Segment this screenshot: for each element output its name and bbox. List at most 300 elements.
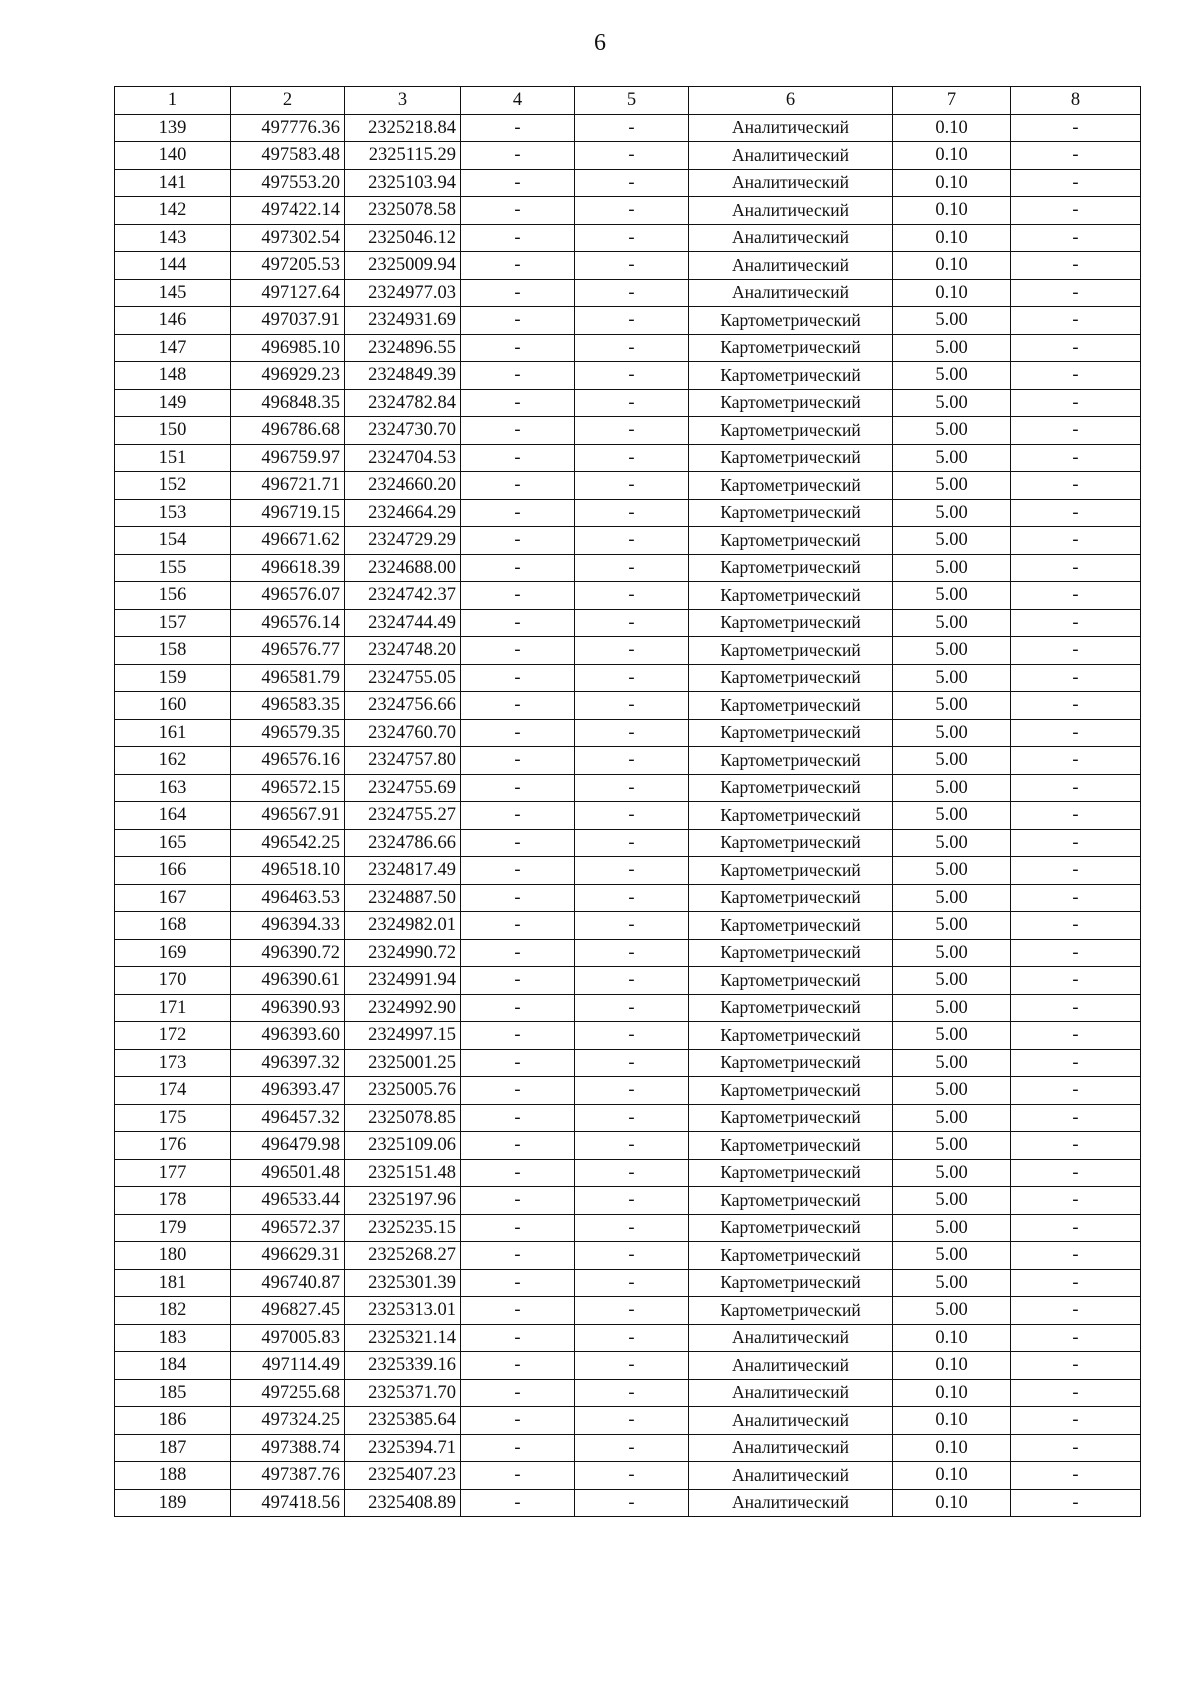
method-cell: Картометрический (689, 362, 893, 390)
column-5-cell: - (575, 527, 689, 555)
method-cell: Аналитический (689, 169, 893, 197)
y-coordinate-cell: 2324755.05 (345, 664, 461, 692)
column-8-cell: - (1011, 609, 1141, 637)
method-cell: Картометрический (689, 967, 893, 995)
column-8-cell: - (1011, 1159, 1141, 1187)
column-header: 1 (115, 87, 231, 115)
column-5-cell: - (575, 1242, 689, 1270)
table-row (115, 334, 1141, 362)
column-header: 7 (893, 87, 1011, 115)
table-row (115, 1489, 1141, 1517)
accuracy-cell: 5.00 (893, 389, 1011, 417)
column-8-cell: - (1011, 554, 1141, 582)
point-number-cell: 171 (115, 994, 231, 1022)
x-coordinate-cell: 496719.15 (231, 499, 345, 527)
method-cell: Аналитический (689, 114, 893, 142)
method-cell: Аналитический (689, 142, 893, 170)
method-cell: Картометрический (689, 939, 893, 967)
method-cell: Картометрический (689, 719, 893, 747)
method-cell: Картометрический (689, 994, 893, 1022)
column-5-cell: - (575, 307, 689, 335)
y-coordinate-cell: 2325408.89 (345, 1489, 461, 1517)
accuracy-cell: 5.00 (893, 719, 1011, 747)
table-row (115, 1462, 1141, 1490)
y-coordinate-cell: 2324992.90 (345, 994, 461, 1022)
column-4-cell: - (461, 609, 575, 637)
y-coordinate-cell: 2324704.53 (345, 444, 461, 472)
column-4-cell: - (461, 472, 575, 500)
y-coordinate-cell: 2325009.94 (345, 252, 461, 280)
column-5-cell: - (575, 1077, 689, 1105)
accuracy-cell: 0.10 (893, 1379, 1011, 1407)
column-8-cell: - (1011, 114, 1141, 142)
column-5-cell: - (575, 912, 689, 940)
column-8-cell: - (1011, 829, 1141, 857)
y-coordinate-cell: 2325371.70 (345, 1379, 461, 1407)
column-4-cell: - (461, 1242, 575, 1270)
table-row (115, 582, 1141, 610)
table-row (115, 417, 1141, 445)
column-8-cell: - (1011, 747, 1141, 775)
x-coordinate-cell: 496579.35 (231, 719, 345, 747)
table-row (115, 692, 1141, 720)
x-coordinate-cell: 496581.79 (231, 664, 345, 692)
table-row (115, 609, 1141, 637)
x-coordinate-cell: 496576.07 (231, 582, 345, 610)
method-cell: Картометрический (689, 1077, 893, 1105)
accuracy-cell: 5.00 (893, 1104, 1011, 1132)
x-coordinate-cell: 497005.83 (231, 1324, 345, 1352)
method-cell: Картометрический (689, 692, 893, 720)
accuracy-cell: 5.00 (893, 912, 1011, 940)
method-cell: Картометрический (689, 307, 893, 335)
column-5-cell: - (575, 389, 689, 417)
column-4-cell: - (461, 1352, 575, 1380)
column-5-cell: - (575, 1462, 689, 1490)
table-row (115, 912, 1141, 940)
accuracy-cell: 5.00 (893, 1022, 1011, 1050)
y-coordinate-cell: 2324977.03 (345, 279, 461, 307)
column-5-cell: - (575, 1022, 689, 1050)
column-5-cell: - (575, 1187, 689, 1215)
column-5-cell: - (575, 967, 689, 995)
accuracy-cell: 0.10 (893, 197, 1011, 225)
table-row (115, 884, 1141, 912)
column-4-cell: - (461, 774, 575, 802)
x-coordinate-cell: 496786.68 (231, 417, 345, 445)
table-row (115, 389, 1141, 417)
method-cell: Картометрический (689, 774, 893, 802)
column-4-cell: - (461, 444, 575, 472)
column-4-cell: - (461, 1269, 575, 1297)
y-coordinate-cell: 2325268.27 (345, 1242, 461, 1270)
column-5-cell: - (575, 829, 689, 857)
column-5-cell: - (575, 334, 689, 362)
column-5-cell: - (575, 802, 689, 830)
column-4-cell: - (461, 1159, 575, 1187)
method-cell: Аналитический (689, 197, 893, 225)
x-coordinate-cell: 497037.91 (231, 307, 345, 335)
table-row (115, 527, 1141, 555)
column-4-cell: - (461, 829, 575, 857)
column-5-cell: - (575, 1489, 689, 1517)
column-4-cell: - (461, 114, 575, 142)
point-number-cell: 139 (115, 114, 231, 142)
x-coordinate-cell: 496390.93 (231, 994, 345, 1022)
x-coordinate-cell: 496390.72 (231, 939, 345, 967)
accuracy-cell: 5.00 (893, 1049, 1011, 1077)
table-row (115, 1324, 1141, 1352)
column-8-cell: - (1011, 1022, 1141, 1050)
y-coordinate-cell: 2325103.94 (345, 169, 461, 197)
column-5-cell: - (575, 1407, 689, 1435)
column-4-cell: - (461, 417, 575, 445)
column-header: 5 (575, 87, 689, 115)
accuracy-cell: 5.00 (893, 499, 1011, 527)
column-4-cell: - (461, 802, 575, 830)
table-row (115, 1159, 1141, 1187)
column-8-cell: - (1011, 1462, 1141, 1490)
x-coordinate-cell: 496457.32 (231, 1104, 345, 1132)
y-coordinate-cell: 2324990.72 (345, 939, 461, 967)
column-8-cell: - (1011, 142, 1141, 170)
point-number-cell: 144 (115, 252, 231, 280)
accuracy-cell: 0.10 (893, 279, 1011, 307)
table-row (115, 1379, 1141, 1407)
column-4-cell: - (461, 747, 575, 775)
method-cell: Картометрический (689, 499, 893, 527)
column-8-cell: - (1011, 252, 1141, 280)
accuracy-cell: 5.00 (893, 857, 1011, 885)
column-5-cell: - (575, 637, 689, 665)
x-coordinate-cell: 496390.61 (231, 967, 345, 995)
column-8-cell: - (1011, 389, 1141, 417)
column-8-cell: - (1011, 417, 1141, 445)
x-coordinate-cell: 497302.54 (231, 224, 345, 252)
column-4-cell: - (461, 362, 575, 390)
method-cell: Аналитический (689, 224, 893, 252)
column-5-cell: - (575, 1159, 689, 1187)
y-coordinate-cell: 2324757.80 (345, 747, 461, 775)
column-4-cell: - (461, 1049, 575, 1077)
point-number-cell: 176 (115, 1132, 231, 1160)
table-row (115, 747, 1141, 775)
column-8-cell: - (1011, 307, 1141, 335)
point-number-cell: 179 (115, 1214, 231, 1242)
x-coordinate-cell: 496848.35 (231, 389, 345, 417)
x-coordinate-cell: 496397.32 (231, 1049, 345, 1077)
accuracy-cell: 0.10 (893, 114, 1011, 142)
accuracy-cell: 5.00 (893, 609, 1011, 637)
point-number-cell: 167 (115, 884, 231, 912)
column-8-cell: - (1011, 774, 1141, 802)
method-cell: Картометрический (689, 609, 893, 637)
x-coordinate-cell: 496618.39 (231, 554, 345, 582)
y-coordinate-cell: 2324782.84 (345, 389, 461, 417)
y-coordinate-cell: 2324755.27 (345, 802, 461, 830)
column-8-cell: - (1011, 1434, 1141, 1462)
table-row (115, 1297, 1141, 1325)
method-cell: Картометрический (689, 1214, 893, 1242)
table-body (115, 114, 1141, 1517)
point-number-cell: 186 (115, 1407, 231, 1435)
x-coordinate-cell: 497418.56 (231, 1489, 345, 1517)
point-number-cell: 163 (115, 774, 231, 802)
table-row (115, 1022, 1141, 1050)
accuracy-cell: 5.00 (893, 1214, 1011, 1242)
column-4-cell: - (461, 197, 575, 225)
y-coordinate-cell: 2324688.00 (345, 554, 461, 582)
x-coordinate-cell: 497255.68 (231, 1379, 345, 1407)
method-cell: Картометрический (689, 389, 893, 417)
x-coordinate-cell: 496479.98 (231, 1132, 345, 1160)
method-cell: Картометрический (689, 582, 893, 610)
method-cell: Аналитический (689, 1352, 893, 1380)
column-8-cell: - (1011, 1214, 1141, 1242)
column-header: 6 (689, 87, 893, 115)
column-4-cell: - (461, 1104, 575, 1132)
y-coordinate-cell: 2325115.29 (345, 142, 461, 170)
point-number-cell: 151 (115, 444, 231, 472)
x-coordinate-cell: 496572.15 (231, 774, 345, 802)
column-4-cell: - (461, 1434, 575, 1462)
y-coordinate-cell: 2324756.66 (345, 692, 461, 720)
x-coordinate-cell: 496583.35 (231, 692, 345, 720)
point-number-cell: 147 (115, 334, 231, 362)
point-number-cell: 175 (115, 1104, 231, 1132)
column-8-cell: - (1011, 279, 1141, 307)
y-coordinate-cell: 2324660.20 (345, 472, 461, 500)
method-cell: Аналитический (689, 1379, 893, 1407)
x-coordinate-cell: 496518.10 (231, 857, 345, 885)
x-coordinate-cell: 496929.23 (231, 362, 345, 390)
column-4-cell: - (461, 1187, 575, 1215)
method-cell: Картометрический (689, 1049, 893, 1077)
y-coordinate-cell: 2324849.39 (345, 362, 461, 390)
point-number-cell: 181 (115, 1269, 231, 1297)
method-cell: Картометрический (689, 747, 893, 775)
y-coordinate-cell: 2324742.37 (345, 582, 461, 610)
accuracy-cell: 5.00 (893, 1077, 1011, 1105)
x-coordinate-cell: 496629.31 (231, 1242, 345, 1270)
accuracy-cell: 5.00 (893, 994, 1011, 1022)
accuracy-cell: 5.00 (893, 1159, 1011, 1187)
column-8-cell: - (1011, 1187, 1141, 1215)
method-cell: Аналитический (689, 252, 893, 280)
point-number-cell: 182 (115, 1297, 231, 1325)
point-number-cell: 143 (115, 224, 231, 252)
point-number-cell: 161 (115, 719, 231, 747)
y-coordinate-cell: 2325046.12 (345, 224, 461, 252)
table-row (115, 224, 1141, 252)
point-number-cell: 160 (115, 692, 231, 720)
x-coordinate-cell: 496533.44 (231, 1187, 345, 1215)
method-cell: Картометрический (689, 1159, 893, 1187)
x-coordinate-cell: 496576.77 (231, 637, 345, 665)
x-coordinate-cell: 496572.37 (231, 1214, 345, 1242)
accuracy-cell: 5.00 (893, 1187, 1011, 1215)
column-5-cell: - (575, 1297, 689, 1325)
accuracy-cell: 5.00 (893, 527, 1011, 555)
column-4-cell: - (461, 1324, 575, 1352)
column-5-cell: - (575, 362, 689, 390)
method-cell: Картометрический (689, 912, 893, 940)
x-coordinate-cell: 496393.60 (231, 1022, 345, 1050)
column-8-cell: - (1011, 1132, 1141, 1160)
point-number-cell: 178 (115, 1187, 231, 1215)
column-4-cell: - (461, 884, 575, 912)
method-cell: Картометрический (689, 664, 893, 692)
x-coordinate-cell: 496576.16 (231, 747, 345, 775)
point-number-cell: 183 (115, 1324, 231, 1352)
point-number-cell: 146 (115, 307, 231, 335)
y-coordinate-cell: 2324817.49 (345, 857, 461, 885)
table-row (115, 637, 1141, 665)
point-number-cell: 170 (115, 967, 231, 995)
column-8-cell: - (1011, 1407, 1141, 1435)
column-4-cell: - (461, 939, 575, 967)
column-5-cell: - (575, 1214, 689, 1242)
method-cell: Картометрический (689, 857, 893, 885)
x-coordinate-cell: 497388.74 (231, 1434, 345, 1462)
column-4-cell: - (461, 637, 575, 665)
y-coordinate-cell: 2324786.66 (345, 829, 461, 857)
method-cell: Картометрический (689, 1104, 893, 1132)
table-row (115, 307, 1141, 335)
table-row (115, 967, 1141, 995)
y-coordinate-cell: 2324982.01 (345, 912, 461, 940)
x-coordinate-cell: 496501.48 (231, 1159, 345, 1187)
accuracy-cell: 5.00 (893, 802, 1011, 830)
method-cell: Картометрический (689, 527, 893, 555)
point-number-cell: 169 (115, 939, 231, 967)
table-row (115, 197, 1141, 225)
y-coordinate-cell: 2325197.96 (345, 1187, 461, 1215)
table-row (115, 664, 1141, 692)
table-row (115, 1269, 1141, 1297)
column-8-cell: - (1011, 1049, 1141, 1077)
column-8-cell: - (1011, 719, 1141, 747)
column-8-cell: - (1011, 334, 1141, 362)
point-number-cell: 177 (115, 1159, 231, 1187)
page-number: 6 (594, 30, 606, 56)
point-number-cell: 153 (115, 499, 231, 527)
column-8-cell: - (1011, 912, 1141, 940)
point-number-cell: 166 (115, 857, 231, 885)
y-coordinate-cell: 2324664.29 (345, 499, 461, 527)
accuracy-cell: 5.00 (893, 417, 1011, 445)
method-cell: Аналитический (689, 1489, 893, 1517)
column-8-cell: - (1011, 169, 1141, 197)
method-cell: Картометрический (689, 1132, 893, 1160)
table-row (115, 499, 1141, 527)
accuracy-cell: 5.00 (893, 362, 1011, 390)
y-coordinate-cell: 2325005.76 (345, 1077, 461, 1105)
point-number-cell: 155 (115, 554, 231, 582)
point-number-cell: 162 (115, 747, 231, 775)
y-coordinate-cell: 2324896.55 (345, 334, 461, 362)
column-4-cell: - (461, 692, 575, 720)
column-5-cell: - (575, 142, 689, 170)
column-5-cell: - (575, 582, 689, 610)
column-8-cell: - (1011, 1324, 1141, 1352)
x-coordinate-cell: 497205.53 (231, 252, 345, 280)
accuracy-cell: 5.00 (893, 444, 1011, 472)
column-4-cell: - (461, 499, 575, 527)
method-cell: Картометрический (689, 417, 893, 445)
column-5-cell: - (575, 279, 689, 307)
column-4-cell: - (461, 1379, 575, 1407)
accuracy-cell: 5.00 (893, 664, 1011, 692)
point-number-cell: 189 (115, 1489, 231, 1517)
accuracy-cell: 0.10 (893, 252, 1011, 280)
column-5-cell: - (575, 1434, 689, 1462)
point-number-cell: 142 (115, 197, 231, 225)
accuracy-cell: 5.00 (893, 307, 1011, 335)
table-row (115, 472, 1141, 500)
point-number-cell: 141 (115, 169, 231, 197)
column-8-cell: - (1011, 884, 1141, 912)
y-coordinate-cell: 2324887.50 (345, 884, 461, 912)
table-row (115, 939, 1141, 967)
column-8-cell: - (1011, 1352, 1141, 1380)
y-coordinate-cell: 2325001.25 (345, 1049, 461, 1077)
column-5-cell: - (575, 114, 689, 142)
y-coordinate-cell: 2325339.16 (345, 1352, 461, 1380)
y-coordinate-cell: 2325109.06 (345, 1132, 461, 1160)
column-4-cell: - (461, 1462, 575, 1490)
table-row (115, 1434, 1141, 1462)
table-row (115, 802, 1141, 830)
x-coordinate-cell: 496671.62 (231, 527, 345, 555)
column-4-cell: - (461, 224, 575, 252)
accuracy-cell: 5.00 (893, 774, 1011, 802)
method-cell: Картометрический (689, 334, 893, 362)
accuracy-cell: 0.10 (893, 1489, 1011, 1517)
x-coordinate-cell: 496759.97 (231, 444, 345, 472)
column-5-cell: - (575, 1324, 689, 1352)
column-8-cell: - (1011, 692, 1141, 720)
y-coordinate-cell: 2325385.64 (345, 1407, 461, 1435)
column-5-cell: - (575, 224, 689, 252)
column-header: 2 (231, 87, 345, 115)
column-5-cell: - (575, 1049, 689, 1077)
accuracy-cell: 0.10 (893, 1462, 1011, 1490)
y-coordinate-cell: 2325078.58 (345, 197, 461, 225)
column-5-cell: - (575, 774, 689, 802)
column-4-cell: - (461, 334, 575, 362)
y-coordinate-cell: 2325301.39 (345, 1269, 461, 1297)
accuracy-cell: 5.00 (893, 747, 1011, 775)
point-number-cell: 159 (115, 664, 231, 692)
method-cell: Аналитический (689, 1462, 893, 1490)
method-cell: Картометрический (689, 472, 893, 500)
column-5-cell: - (575, 1269, 689, 1297)
column-8-cell: - (1011, 939, 1141, 967)
point-number-cell: 184 (115, 1352, 231, 1380)
accuracy-cell: 5.00 (893, 829, 1011, 857)
column-8-cell: - (1011, 637, 1141, 665)
column-8-cell: - (1011, 527, 1141, 555)
accuracy-cell: 0.10 (893, 169, 1011, 197)
method-cell: Картометрический (689, 1297, 893, 1325)
x-coordinate-cell: 497776.36 (231, 114, 345, 142)
table-row (115, 1187, 1141, 1215)
y-coordinate-cell: 2325235.15 (345, 1214, 461, 1242)
point-number-cell: 187 (115, 1434, 231, 1462)
x-coordinate-cell: 497553.20 (231, 169, 345, 197)
accuracy-cell: 5.00 (893, 1269, 1011, 1297)
